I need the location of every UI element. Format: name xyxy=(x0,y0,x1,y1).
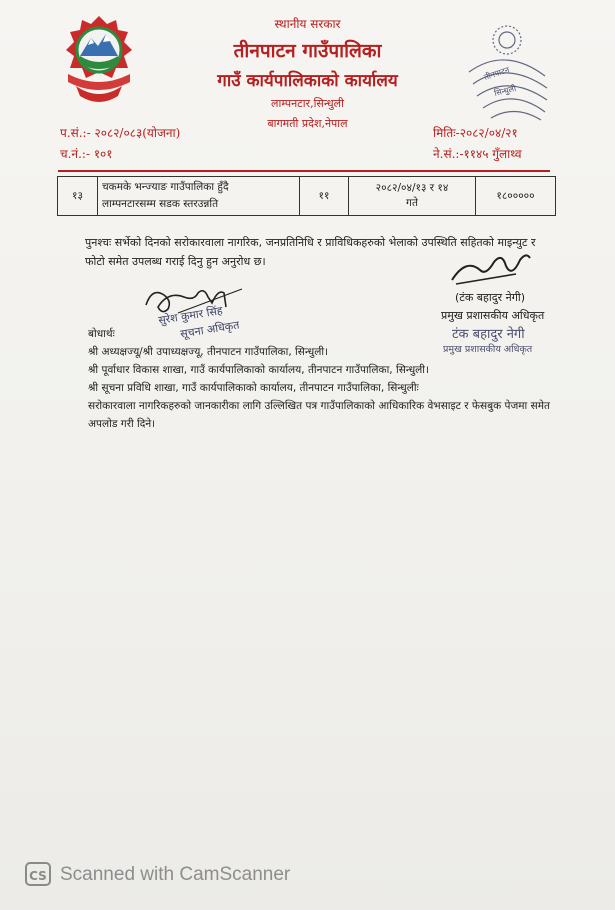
cc-line: श्री पूर्वाधार विकास शाखा, गाउँ कार्यपालिकाको कार्यालय, तीनपाटन गाउँपालिका, सिन्धुली। xyxy=(88,364,429,376)
address-line-1: लाम्पनटार,सिन्धुली xyxy=(271,97,344,110)
amount-cell: १८००००० xyxy=(476,177,556,216)
office-name: गाउँ कार्यपालिकाको कार्यालय xyxy=(217,71,398,91)
municipality-name: तीनपाटन गाउँपालिका xyxy=(233,40,382,62)
cao-title: प्रमुख प्रशासकीय अधिकृत xyxy=(441,309,545,322)
project-table xyxy=(57,176,556,216)
header-divider xyxy=(58,170,550,172)
cc-line: सरोकारवाला नागरिकहरुको जानकारीका लागि उल्लिखित पत्र गाउँपालिकाको आधिकारिक वेभसाइट र फेसबुक पेजमा समेत अपलोड गरी दिने। xyxy=(88,400,550,430)
project-name-line-2: लाम्पनटारसम्म सडक स्तरउन्नति xyxy=(102,198,219,210)
ward-cell: ११ xyxy=(300,177,349,216)
survey-date-cell xyxy=(349,177,476,216)
cc-line: श्री अध्यक्षज्यू/श्री उपाध्यक्षज्यू, तीनपाटन गाउँपालिका, सिन्धुली। xyxy=(88,346,329,358)
camscanner-watermark: Scanned with CamScanner xyxy=(60,864,291,885)
cao-stamp-name: टंक बहादुर नेगी xyxy=(452,327,525,342)
nepal-sambat-date: ने.सं.:-११४५ गुँलाथ्व xyxy=(433,147,522,161)
info-officer-stamp-name: सुरेश कुमार सिंह xyxy=(157,304,224,327)
address-line-2: बागमती प्रदेश,नेपाल xyxy=(267,117,348,130)
dispatch-number: च.नं.:- १०१ xyxy=(60,147,113,161)
office-seal-icon xyxy=(455,16,555,124)
project-name-cell xyxy=(98,177,300,216)
fiscal-reference: प.सं.:- २०८२/०८३(योजना) xyxy=(60,126,181,140)
cao-signature-icon xyxy=(446,248,536,288)
cao-stamp-title: प्रमुख प्रशासकीय अधिकृत xyxy=(443,344,533,355)
cao-name: (टंक बहादुर नेगी) xyxy=(455,291,526,304)
request-paragraph: पुनश्चः सर्भेको दिनको सरोकारवाला नागरिक, जनप्रतिनिधि र प्राविधिकहरुको भेलाको उपस्थिति सहितको माइन्युट र फोटो समेत उपलब्ध गराई दिनु हुन अनुरोध छ। xyxy=(85,236,536,268)
info-officer-stamp-title: सूचना अधिकृत xyxy=(179,318,241,341)
project-name-line-1: चकमके भन्ज्याङ गाउँपालिका हुँदै xyxy=(102,181,229,193)
table-row xyxy=(58,177,556,216)
survey-date-line-2: गते xyxy=(406,197,418,209)
cc-line: श्री सूचना प्रविधि शाखा, गाउँ कार्यपालिकाको कार्यालय, तीनपाटन गाउँपालिका, सिन्धुलीः xyxy=(88,382,419,394)
svg-text:सिन्धुली: सिन्धुली xyxy=(493,83,517,98)
survey-date-line-1: २०८२/०४/१३ र १४ xyxy=(375,182,449,194)
svg-text:तीनपाटन: तीनपाटन xyxy=(482,65,511,82)
letter-date: मितिः-२०८२/०४/२१ xyxy=(433,126,518,140)
serial-number-cell: १३ xyxy=(58,177,98,216)
cc-label: बोधार्थः xyxy=(88,328,115,340)
camscanner-logo: CS xyxy=(25,862,51,886)
gov-level-text: स्थानीय सरकार xyxy=(274,17,341,31)
